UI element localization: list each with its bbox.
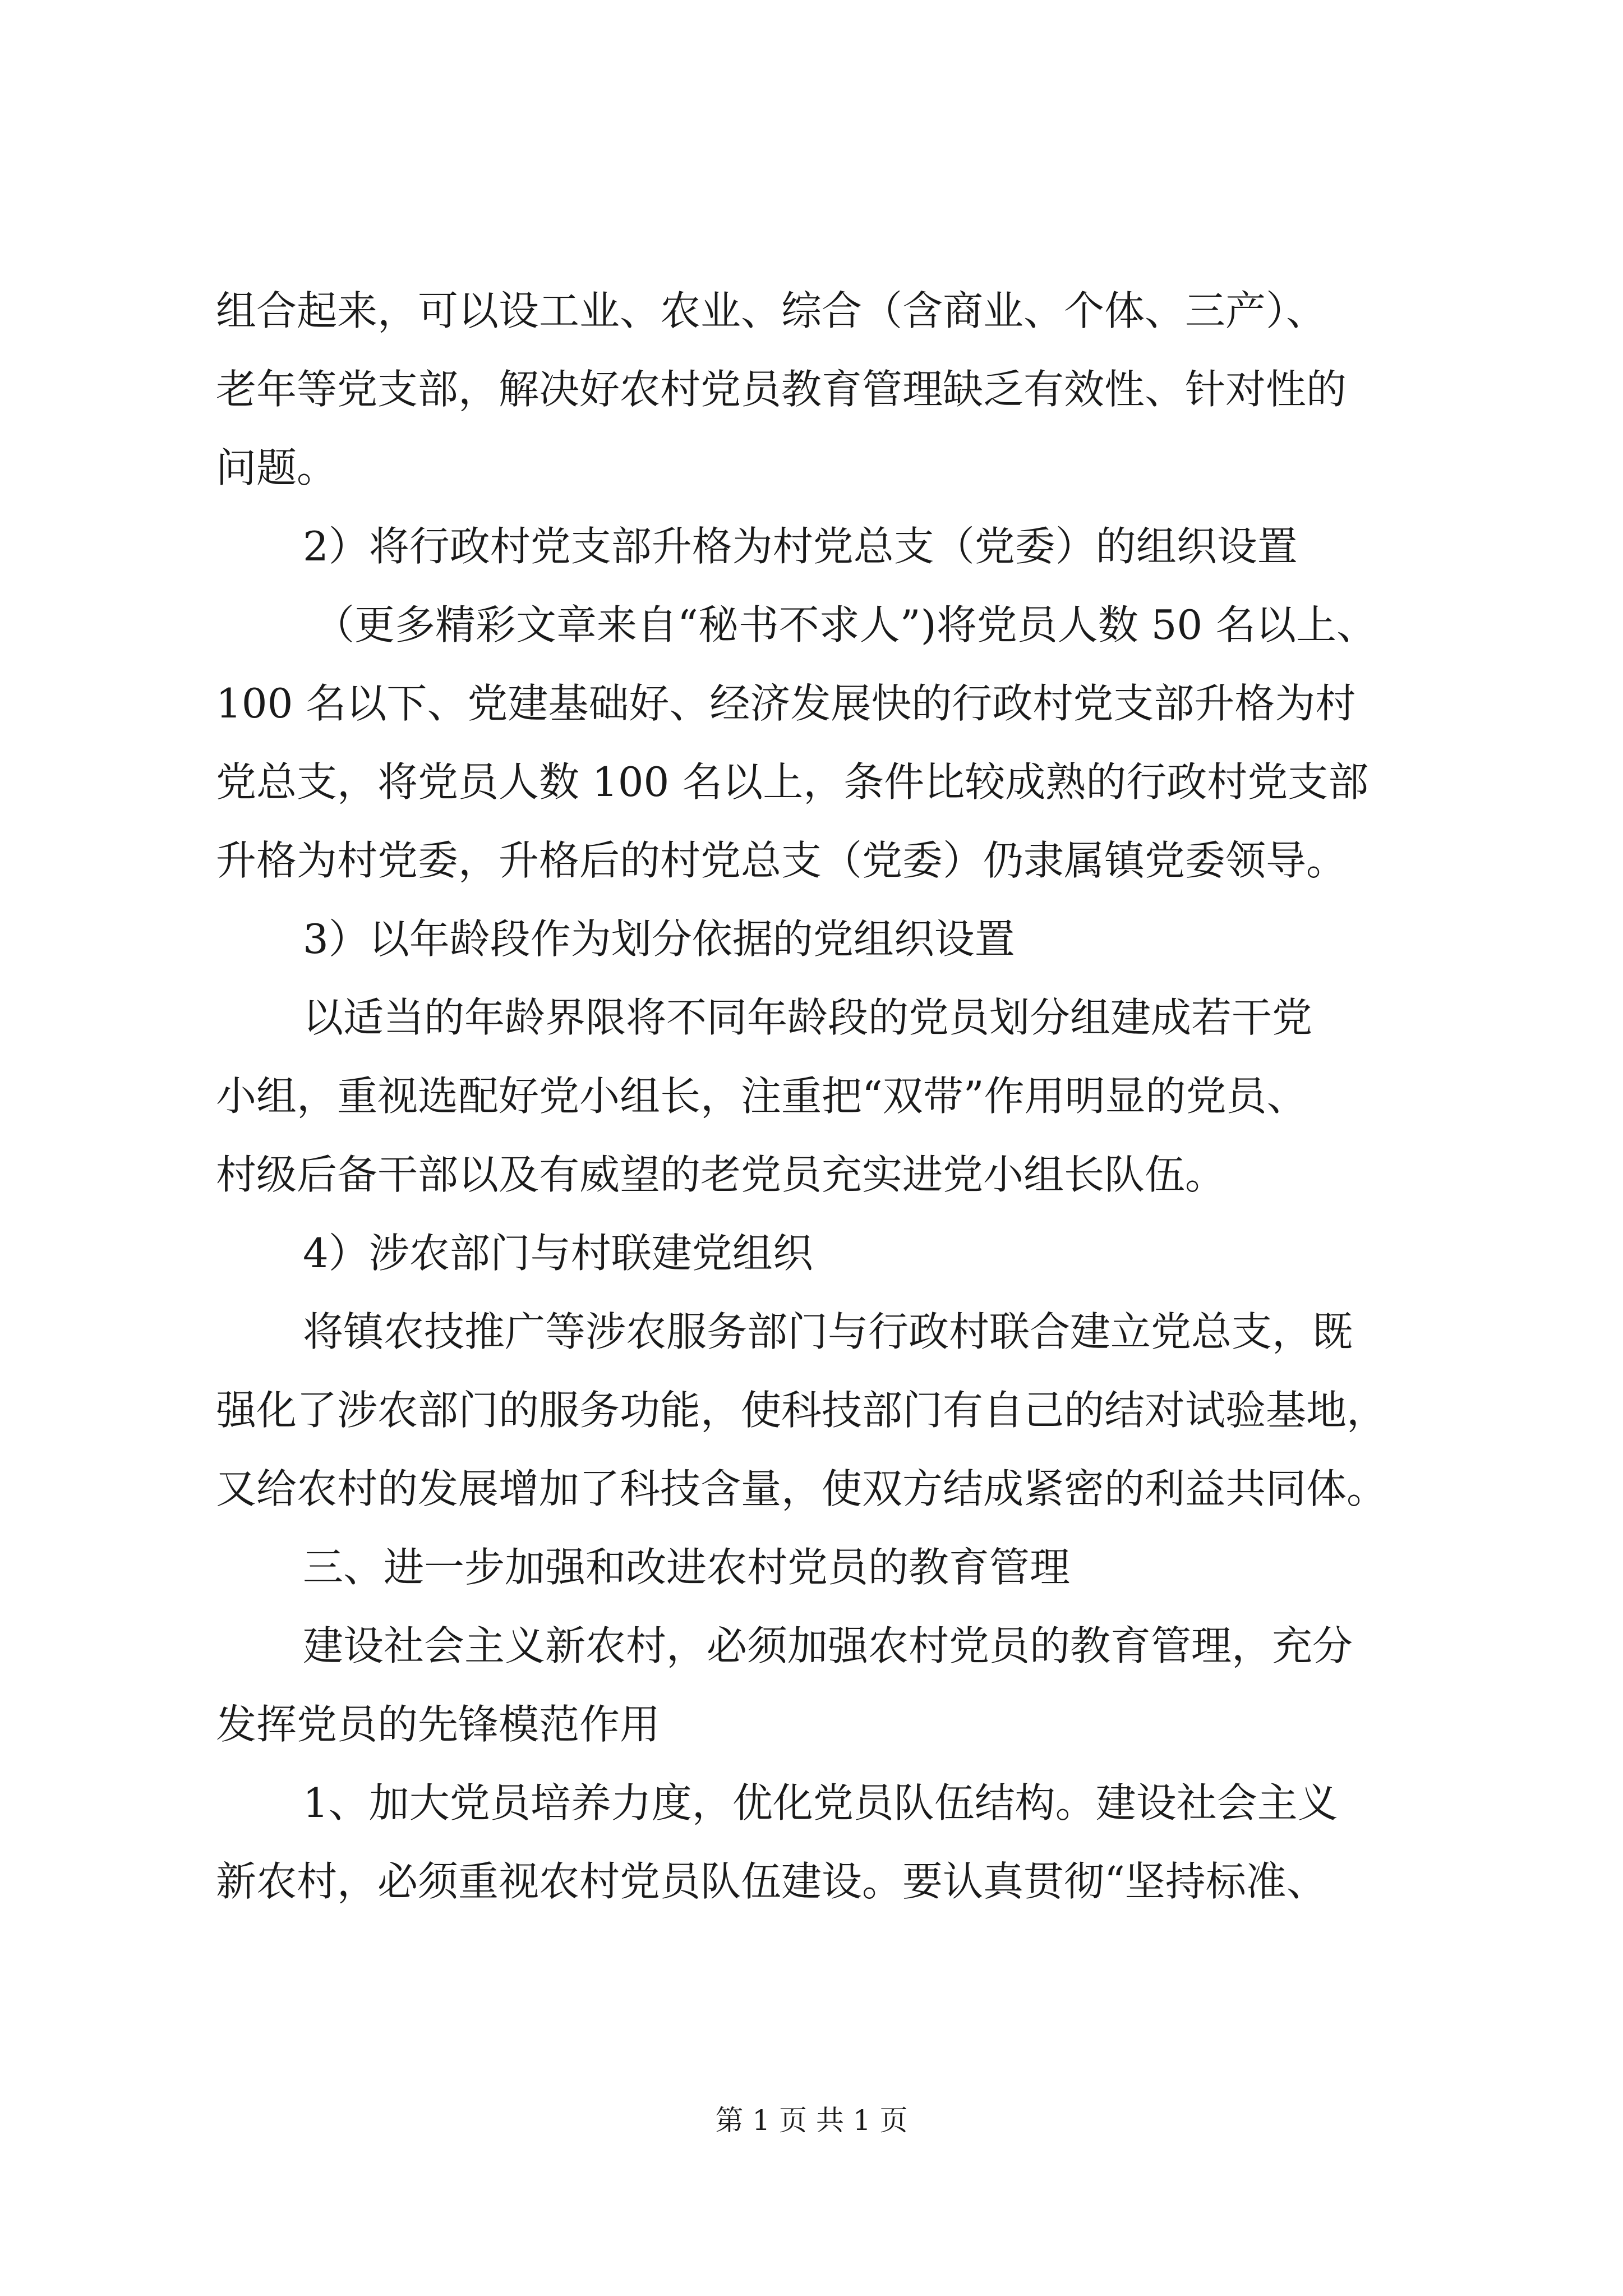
text-line: 建设社会主义新农村，必须加强农村党员的教育管理，充分 [303, 1622, 1353, 1669]
text-line: 发挥党员的先锋模范作用 [216, 1701, 661, 1748]
section-heading: 3）以年龄段作为划分依据的党组织设置 [303, 915, 1015, 963]
section-heading: 2）将行政村党支部升格为村党总支（党委）的组织设置 [303, 523, 1298, 570]
text-line: 老年等党支部，解决好农村党员教育管理缺乏有效性、针对性的 [216, 366, 1347, 413]
text-line: 小组，重视选配好党小组长，注重把“双带”作用明显的党员、 [216, 1073, 1307, 1120]
text-line: 升格为村党委，升格后的村党总支（党委）仍隶属镇党委领导。 [216, 837, 1347, 884]
text-line: 村级后备干部以及有威望的老党员充实进党小组长队伍。 [216, 1151, 1226, 1198]
text-line: （更多精彩文章来自“秘书不求人”)将党员人数 50 名以上、 [314, 601, 1377, 648]
text-line: 强化了涉农部门的服务功能，使科技部门有自己的结对试验基地， [216, 1387, 1387, 1434]
text-line: 组合起来，可以设工业、农业、综合（含商业、个体、三产）、 [216, 287, 1327, 334]
text-line: 以适当的年龄界限将不同年龄段的党员划分组建成若干党 [303, 994, 1313, 1041]
text-line: 将镇农技推广等涉农服务部门与行政村联合建立党总支，既 [303, 1308, 1353, 1355]
text-line: 党总支，将党员人数 100 名以上，条件比较成熟的行政村党支部 [216, 758, 1369, 806]
text-line: 新农村，必须重视农村党员队伍建设。要认真贯彻“坚持标准、 [216, 1858, 1327, 1905]
page-number-footer: 第 1 页 共 1 页 [715, 2104, 908, 2137]
section-heading: 4）涉农部门与村联建党组织 [303, 1230, 813, 1277]
text-line: 100 名以下、党建基础好、经济发展快的行政村党支部升格为村 [216, 680, 1356, 727]
section-heading: 三、进一步加强和改进农村党员的教育管理 [303, 1544, 1071, 1591]
text-line: 又给农村的发展增加了科技含量，使双方结成紧密的利益共同体。 [216, 1465, 1387, 1512]
text-line: 问题。 [216, 444, 338, 491]
text-line: 1、加大党员培养力度，优化党员队伍结构。建设社会主义 [303, 1779, 1338, 1826]
